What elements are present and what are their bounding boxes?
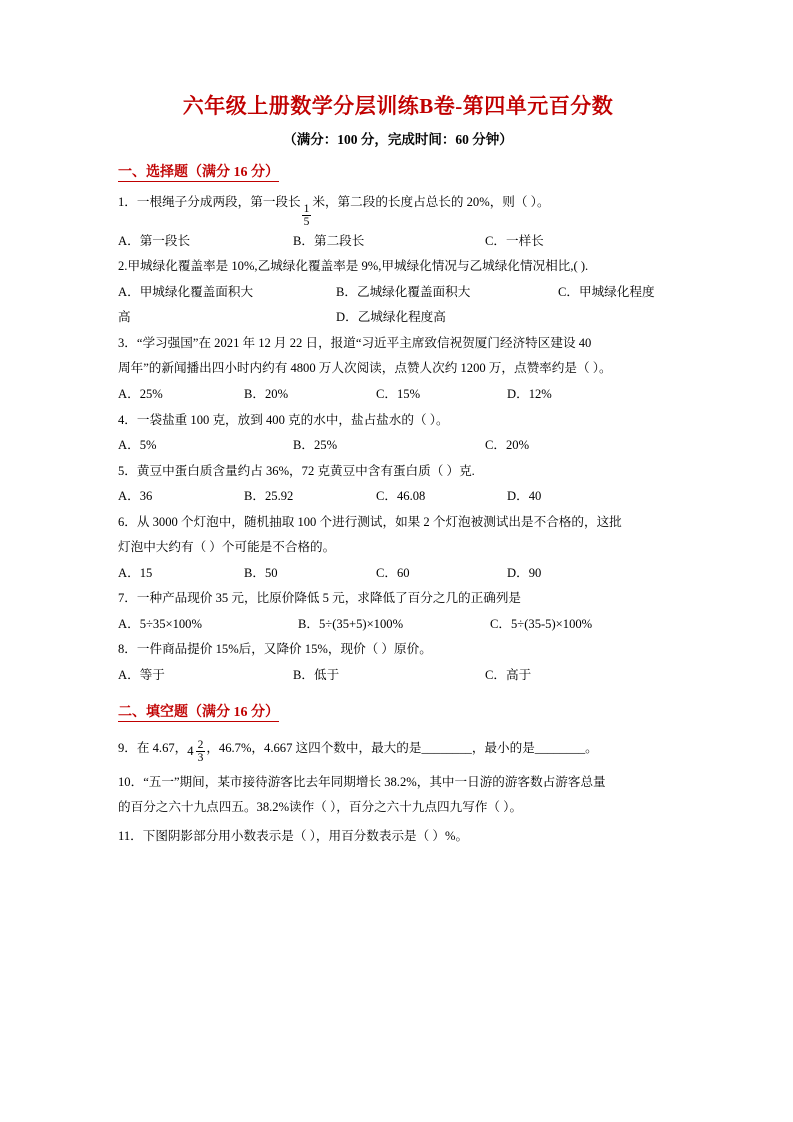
question-7-option-b[interactable]: B．5÷(35+5)×100% xyxy=(298,616,404,631)
question-4-number: 4． xyxy=(118,412,137,427)
question-2-options-line2 xyxy=(118,305,678,330)
question-1-option-c[interactable]: C．一样长 xyxy=(485,233,544,248)
question-3-number: 3． xyxy=(118,335,137,350)
question-8-options xyxy=(118,663,678,688)
question-9-text-before: 在 4.67， xyxy=(136,740,188,755)
question-1-option-b[interactable]: B．第二段长 xyxy=(293,233,365,248)
question-10-line2 xyxy=(118,795,678,820)
question-11-text: 下图阴影部分用小数表示是（ ），用百分数表示是（ ）%。 xyxy=(142,829,469,843)
question-6-options xyxy=(118,561,678,586)
question-3-line2 xyxy=(118,356,678,381)
mixed-numerator: 2 xyxy=(197,738,204,751)
question-1-text-after: 米，第二段的长度占总长的 20%，则（ ）。 xyxy=(312,195,550,210)
fraction-denominator: 5 xyxy=(303,215,310,228)
question-8-option-b[interactable]: B．低于 xyxy=(293,667,340,682)
question-9-number: 9． xyxy=(118,740,137,755)
question-6-line2 xyxy=(118,535,678,560)
question-2-option-c-cont[interactable]: 高 xyxy=(118,310,131,325)
question-6-option-b[interactable]: B．50 xyxy=(244,565,278,580)
question-3-text-line1: “学习强国”在 2021 年 12 月 22 日，报道“习近平主席致信祝贺厦门经济特区建设 40 xyxy=(136,335,592,350)
question-5 xyxy=(118,459,678,484)
question-11 xyxy=(118,824,678,849)
question-10-number: 10． xyxy=(118,774,144,789)
question-2-number: 2. xyxy=(118,259,128,274)
question-10-text-line1: “五一”期间，某市接待游客比去年同期增长 38.2%，其中一日游的游客数占游客总量 xyxy=(143,774,606,789)
question-3-line1 xyxy=(118,331,678,356)
mixed-fraction xyxy=(196,739,206,764)
mixed-denominator: 3 xyxy=(197,751,204,764)
question-6-option-c[interactable]: C．60 xyxy=(376,565,410,580)
question-7-options xyxy=(118,612,678,637)
question-5-option-a[interactable]: A．36 xyxy=(118,489,153,504)
question-7-option-c[interactable]: C．5÷(35-5)×100% xyxy=(490,616,593,631)
question-6-number: 6． xyxy=(118,514,137,529)
question-7-option-a[interactable]: A．5÷35×100% xyxy=(118,616,202,631)
question-3-option-a[interactable]: A．25% xyxy=(118,386,163,401)
question-3-options xyxy=(118,382,678,407)
question-8-option-a[interactable]: A．等于 xyxy=(118,667,165,682)
question-4 xyxy=(118,408,678,433)
fraction-one-fifth xyxy=(302,203,312,228)
question-6-option-a[interactable]: A．15 xyxy=(118,565,153,580)
question-4-option-a[interactable]: A．5% xyxy=(118,438,157,453)
question-5-option-c[interactable]: C．46.08 xyxy=(376,489,426,504)
question-8-text: 一件商品提价 15%后，又降价 15%，现价（ ）原价。 xyxy=(136,642,432,657)
question-8 xyxy=(118,637,678,662)
question-7-number: 7． xyxy=(118,591,137,606)
question-3-option-c[interactable]: C．15% xyxy=(376,386,421,401)
fraction-numerator: 1 xyxy=(303,202,310,215)
question-4-option-c[interactable]: C．20% xyxy=(485,438,530,453)
question-4-options xyxy=(118,433,678,458)
question-2-text: 甲城绿化覆盖率是 10%,乙城绿化覆盖率是 9%,甲城绿化情况与乙城绿化情况相比,( ). xyxy=(127,259,589,274)
question-5-options xyxy=(118,484,678,509)
question-3-text-line2: 周年”的新闻播出四小时内约有 4800 万人次阅读，点赞人次约 1200 万，点赞率约是（ ）。 xyxy=(118,361,612,376)
question-2-options-line1 xyxy=(118,280,678,305)
section-heading-fill: 二、填空题（满分 16 分） xyxy=(118,705,279,722)
page-subtitle: （满分：100 分，完成时间：60 分钟） xyxy=(283,132,513,147)
question-5-option-b[interactable]: B．25.92 xyxy=(244,489,294,504)
question-9-text-after: ，46.7%，4.667 这四个数中，最大的是________，最小的是________。 xyxy=(206,740,598,755)
mixed-whole: 4 xyxy=(187,744,194,759)
question-1-options xyxy=(118,229,678,254)
question-3-option-b[interactable]: B．20% xyxy=(244,386,289,401)
question-2-option-c[interactable]: C．甲城绿化程度 xyxy=(558,284,655,299)
question-2-option-a[interactable]: A．甲城绿化覆盖面积大 xyxy=(118,284,254,299)
page-title: 六年级上册数学分层训练B卷-第四单元百分数 xyxy=(182,94,614,118)
question-5-option-d[interactable]: D．40 xyxy=(507,489,542,504)
question-2-option-d[interactable]: D．乙城绿化程度高 xyxy=(336,310,446,325)
question-9 xyxy=(118,736,678,764)
question-7 xyxy=(118,586,678,611)
document-body xyxy=(118,90,678,850)
question-8-number: 8． xyxy=(118,642,137,657)
section-heading-choice: 一、选择题（满分 16 分） xyxy=(118,165,279,182)
question-6-option-d[interactable]: D．90 xyxy=(507,565,542,580)
question-10-line1 xyxy=(118,770,678,795)
question-6-line1 xyxy=(118,510,678,535)
question-1 xyxy=(118,190,678,227)
question-2 xyxy=(118,254,678,279)
question-7-text: 一种产品现价 35 元，比原价降低 5 元，求降低了百分之几的正确列是 xyxy=(136,591,521,606)
section-heading-fill-wrap xyxy=(118,698,678,730)
question-5-text: 黄豆中蛋白质含量约占 36%，72 克黄豆中含有蛋白质（ ）克. xyxy=(136,463,475,478)
question-11-number: 11． xyxy=(118,829,143,843)
question-3-option-d[interactable]: D．12% xyxy=(507,386,552,401)
question-2-option-b[interactable]: B．乙城绿化覆盖面积大 xyxy=(336,284,471,299)
question-5-number: 5． xyxy=(118,463,137,478)
question-4-option-b[interactable]: B．25% xyxy=(293,438,338,453)
question-8-option-c[interactable]: C．高于 xyxy=(485,667,532,682)
question-1-option-a[interactable]: A．第一段长 xyxy=(118,233,191,248)
question-4-text: 一袋盐重 100 克，放到 400 克的水中，盐占盐水的（ ）。 xyxy=(136,412,449,427)
mixed-number-four-two-thirds xyxy=(187,739,206,764)
question-10-text-line2: 的百分之六十九点四五。38.2%读作（ ），百分之六十九点四九写作（ ）。 xyxy=(118,800,523,815)
question-6-text-line1: 从 3000 个灯泡中，随机抽取 100 个进行测试，如果 2 个灯泡被测试出是不合格的，这批 xyxy=(136,514,622,529)
section-heading-choice-wrap xyxy=(118,158,678,190)
question-1-text-before: 一根绳子分成两段，第一段长 xyxy=(136,195,301,210)
question-6-text-line2: 灯泡中大约有（ ）个可能是不合格的。 xyxy=(118,540,336,555)
question-1-number: 1． xyxy=(118,195,137,210)
